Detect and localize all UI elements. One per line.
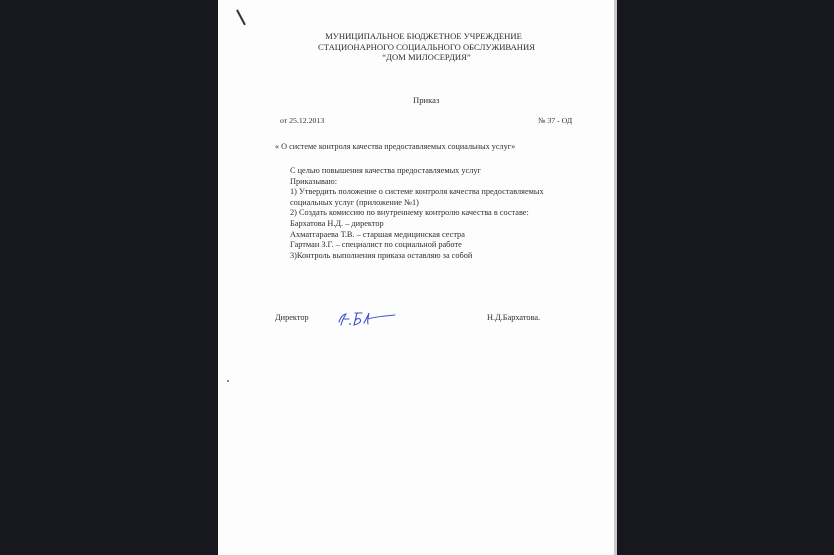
handwritten-signature xyxy=(335,307,397,329)
document-page xyxy=(218,0,617,555)
signer-title: Директор xyxy=(275,313,309,322)
body-line: Бархатова Н.Д. – директор xyxy=(290,218,384,228)
document-number: № 37 - ОД xyxy=(538,116,573,125)
signer-name: Н.Д.Бархатова. xyxy=(487,313,541,322)
page-edge xyxy=(614,0,617,555)
document-type: Приказ xyxy=(413,95,440,105)
scan-mark xyxy=(236,10,245,26)
organization-line-2: СТАЦИОНАРНОГО СОЦИАЛЬНОГО ОБСЛУЖИВАНИЯ xyxy=(318,41,535,52)
organization-line-1: МУНИЦИПАЛЬНОЕ БЮДЖЕТНОЕ УЧРЕЖДЕНИЕ xyxy=(325,31,522,41)
body-line: Приказываю: xyxy=(290,176,338,186)
body-line: Ахматгараева Т.В. – старшая медицинская сестра xyxy=(290,229,465,239)
body-line: 3)Контроль выполнения приказа оставляю за собой xyxy=(290,250,473,260)
scan-dot xyxy=(227,380,229,382)
body-line: Гартман З.Г. – специалист по социальной работе xyxy=(290,240,462,250)
body-line: социальных услуг (приложение №1) xyxy=(290,197,419,207)
organization-line-3: “ДОМ МИЛОСЕРДИЯ” xyxy=(382,52,471,62)
document-subject: « О системе контроля качества предоставляемых социальных услуг» xyxy=(275,142,516,151)
document-date: от 25.12.2013 xyxy=(280,116,325,125)
body-line: 2) Создать комиссию по внутреннему контролю качества в составе: xyxy=(290,208,529,218)
organization-header xyxy=(218,31,617,63)
body-line: С целью повышения качества предоставляемых услуг xyxy=(290,166,481,175)
body-line: 1) Утвердить положение о системе контроля качества предоставляемых xyxy=(290,187,544,197)
document-body xyxy=(290,166,590,261)
